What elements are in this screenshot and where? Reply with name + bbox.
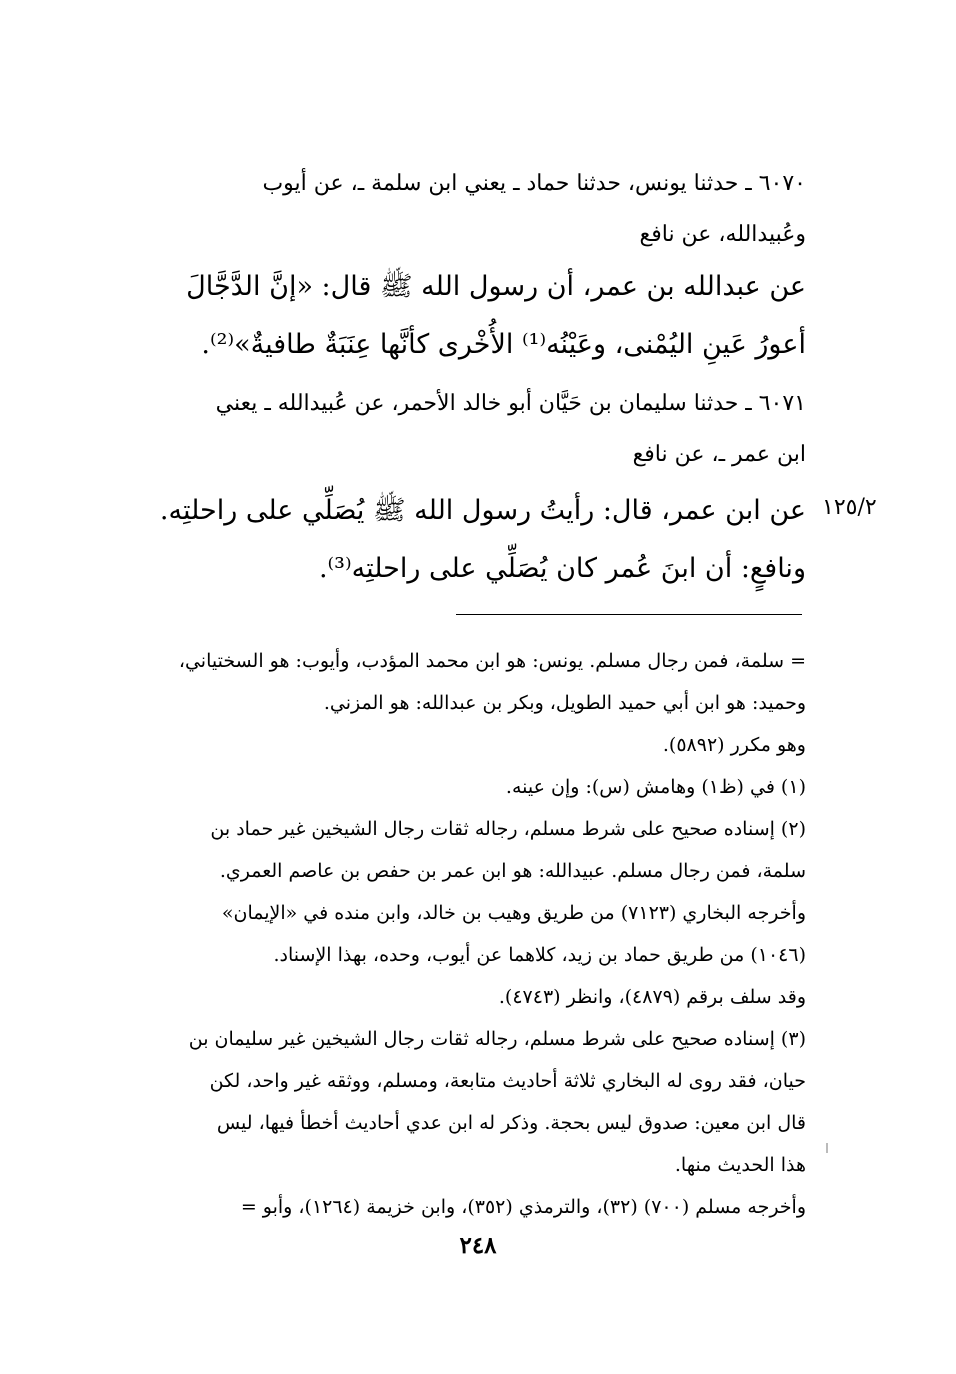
footnote-separator — [456, 614, 802, 615]
footnote-line: قال ابن معين: صدوق ليس بحجة. وذكر له ابن عدي أحاديث أخطأ فيها، ليس — [216, 1112, 806, 1134]
matn-line: أعورُ عَينِ اليُمْنى، وعَيْنُه⁽¹⁾ الأُخْرى كأنَّها عِنَبَةٌ طافيةٌ»⁽²⁾. — [201, 329, 806, 360]
footnote-line: وقد سلف برقم (٤٨٧٩)، وانظر (٤٧٤٣). — [498, 986, 806, 1008]
footnote-line: حيان، فقد روى له البخاري ثلاثة أحاديث متابعة، ومسلم، ووثقه غير واحد، لكن — [209, 1070, 806, 1092]
scan-speck — [826, 1143, 828, 1153]
isnad-line: ابن عمر ـ، عن نافع — [632, 442, 806, 467]
matn-line: عن ابن عمر، قال: رأيتُ رسول الله ﷺ يُصَلِّي على راحلتِه. — [159, 495, 806, 526]
hadith-6070-isnad — [106, 158, 806, 260]
footnote-line: وأخرجه البخاري (٧١٢٣) من طريق وهيب بن خالد، وابن منده في «الإيمان» — [221, 902, 806, 924]
footnote-line: = سلمة، فمن رجال مسلم. يونس: هو ابن محمد المؤدب، وأيوب: هو السختياني، — [178, 650, 806, 672]
footnote-line: وحميد: هو ابن أبي حميد الطويل، وبكر بن عبدالله: هو المزني. — [323, 692, 806, 714]
hadith-6071-isnad — [106, 378, 806, 480]
hadith-6070-matn — [106, 258, 806, 374]
matn-line: ونافعٍ: أن ابنَ عُمر كان يُصَلِّي على راحلتِه⁽³⁾. — [318, 553, 806, 584]
isnad-line: وعُبيدالله، عن نافع — [639, 222, 806, 247]
footnote-line: (١٠٤٦) من طريق حماد بن زيد، كلاهما عن أيوب، وحده، بهذا الإسناد. — [273, 944, 806, 966]
footnotes — [106, 640, 806, 1228]
footnote-line: (٣) إسناده صحيح على شرط مسلم، رجاله ثقات رجال الشيخين غير سليمان بن — [188, 1028, 806, 1050]
footnote-line: (٢) إسناده صحيح على شرط مسلم، رجاله ثقات رجال الشيخين غير حماد بن — [210, 818, 806, 840]
isnad-line: ٦٠٧١ ـ حدثنا سليمان بن حَيَّان أبو خالد الأحمر، عن عُبيدالله ـ يعني — [215, 391, 806, 416]
volume-page-marker: ١٢٥/٢ — [822, 495, 877, 520]
isnad-line: ٦٠٧٠ ـ حدثنا يونس، حدثنا حماد ـ يعني ابن سلمة ـ، عن أيوب — [262, 171, 806, 196]
matn-line: عن عبدالله بن عمر، أن رسول الله ﷺ قال: «إنَّ الدَّجَّالَ — [186, 271, 806, 302]
footnote-line: وهو مكرر (٥٨٩٢). — [662, 734, 806, 756]
footnote-line: سلمة، فمن رجال مسلم. عبيدالله: هو ابن عمر بن حفص بن عاصم العمري. — [219, 860, 806, 882]
footnote-line: هذا الحديث منها. — [674, 1154, 806, 1176]
page-number: ٢٤٨ — [459, 1232, 497, 1259]
footnote-line: (١) في (ظ١) وهامش (س): وإن عينه. — [505, 776, 806, 798]
footnote-line: وأخرجه مسلم (٧٠٠) (٣٢)، والترمذي (٣٥٢)، وابن خزيمة (١٢٦٤)، وأبو = — [240, 1196, 806, 1218]
hadith-6071-matn — [106, 482, 806, 598]
